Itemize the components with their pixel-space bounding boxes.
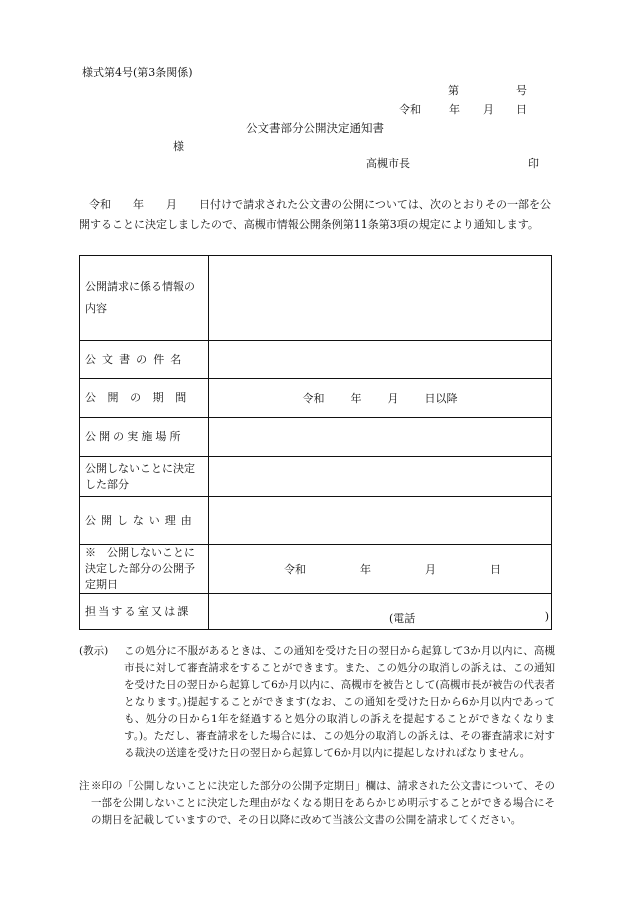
- row-label-undisclosed-part: 公開しないことに決定した部分: [80, 457, 209, 497]
- table-row: [80, 379, 552, 418]
- instruction-text: この処分に不服があるときは、この通知を受けた日の翌日から起算して3か月以内に、高槻市長に対して審査請求をすることができます。また、この処分の取消しの訴えは、この通知を受けた日の翌日から起算して6か月以内に、高槻市を被告として(高槻市長が被告の代表者となります。)提起することができます(なお、この通知を受けた日から6か月以内であっても、処分の日から1年を経過すると処分の取消しの訴えを提起することができなくなります。)。ただし、審査請求をした場合には、この処分の取消しの訴えは、その審査請求に対する裁決の送達を受けた日の翌日から起算して6か月以内に提起しなければなりません。: [124, 645, 555, 759]
- issue-date-day: 日: [516, 103, 527, 116]
- scheduled-era: 令和: [284, 563, 306, 576]
- document-title: 公文書部分公開決定通知書: [246, 121, 384, 135]
- sender-name: 高槻市長: [366, 157, 410, 170]
- document-number-prefix: 第: [448, 84, 459, 97]
- row-label-period: 公開の期間: [80, 379, 209, 418]
- issue-date-year: 年: [449, 103, 460, 116]
- footnote-tag: 注: [79, 780, 90, 792]
- row-label-reason: 公開しない理由: [80, 497, 209, 545]
- row-value-reason: [209, 497, 552, 545]
- period-year: 年: [350, 392, 362, 405]
- period-month: 月: [387, 392, 399, 405]
- row-value-scheduled-date: [209, 545, 552, 594]
- period-day-suffix: 日以降: [424, 392, 458, 405]
- table-row: [80, 341, 552, 379]
- document-number-suffix: 号: [516, 84, 527, 97]
- row-label-department: 担当する室又は課: [80, 594, 209, 630]
- scheduled-day: 日: [490, 563, 501, 576]
- row-value-undisclosed-part: [209, 457, 552, 497]
- row-label-scheduled-date: ※ 公開しないことに決定した部分の公開予定期日: [80, 545, 209, 594]
- row-label-request-content: 公開請求に係る情報の内容: [80, 256, 209, 341]
- table-row: [80, 545, 552, 594]
- row-value-department: [209, 594, 552, 630]
- issue-date-month: 月: [483, 103, 494, 116]
- disclosure-table: [79, 255, 552, 630]
- row-value-place: [209, 418, 552, 457]
- scheduled-month: 月: [425, 563, 436, 576]
- row-label-place: 公開の実施場所: [80, 418, 209, 457]
- instruction-tag: (教示): [79, 645, 109, 657]
- seal-mark: 印: [528, 157, 539, 170]
- telephone-label: (電話: [389, 612, 416, 625]
- row-value-period: [209, 379, 552, 418]
- row-value-request-content: [209, 256, 552, 341]
- row-label-document-name: 公文書の件名: [80, 341, 209, 379]
- row-value-document-name: [209, 341, 552, 379]
- recipient-suffix: 様: [173, 140, 184, 153]
- table-row: [80, 457, 552, 497]
- scheduled-year: 年: [360, 563, 371, 576]
- table-row: [80, 594, 552, 630]
- footnote: [79, 778, 555, 829]
- form-number-label: 様式第4号(第3条関係): [82, 66, 193, 79]
- telephone-close-paren: ): [544, 610, 549, 623]
- appeal-instruction: [79, 643, 555, 762]
- period-era: 令和: [302, 392, 325, 405]
- table-row: [80, 497, 552, 545]
- issue-date-era: 令和: [399, 103, 421, 116]
- table-row: [80, 418, 552, 457]
- table-row: [80, 256, 552, 341]
- notice-paragraph: 令和 年 月 日付けで請求された公文書の公開については、次のとおりその一部を公開することに決定しましたので、高槻市情報公開条例第11条第3項の規定により通知します。: [79, 198, 551, 231]
- footnote-text: ※印の「公開しないことに決定した部分の公開予定期日」欄は、請求された公文書について、その一部を公開しないことに決定した理由がなくなる期日をあらかじめ明示することができる場合にその期日を記載していますので、その日以降に改めて当該公文書の公開を請求してください。: [91, 780, 555, 826]
